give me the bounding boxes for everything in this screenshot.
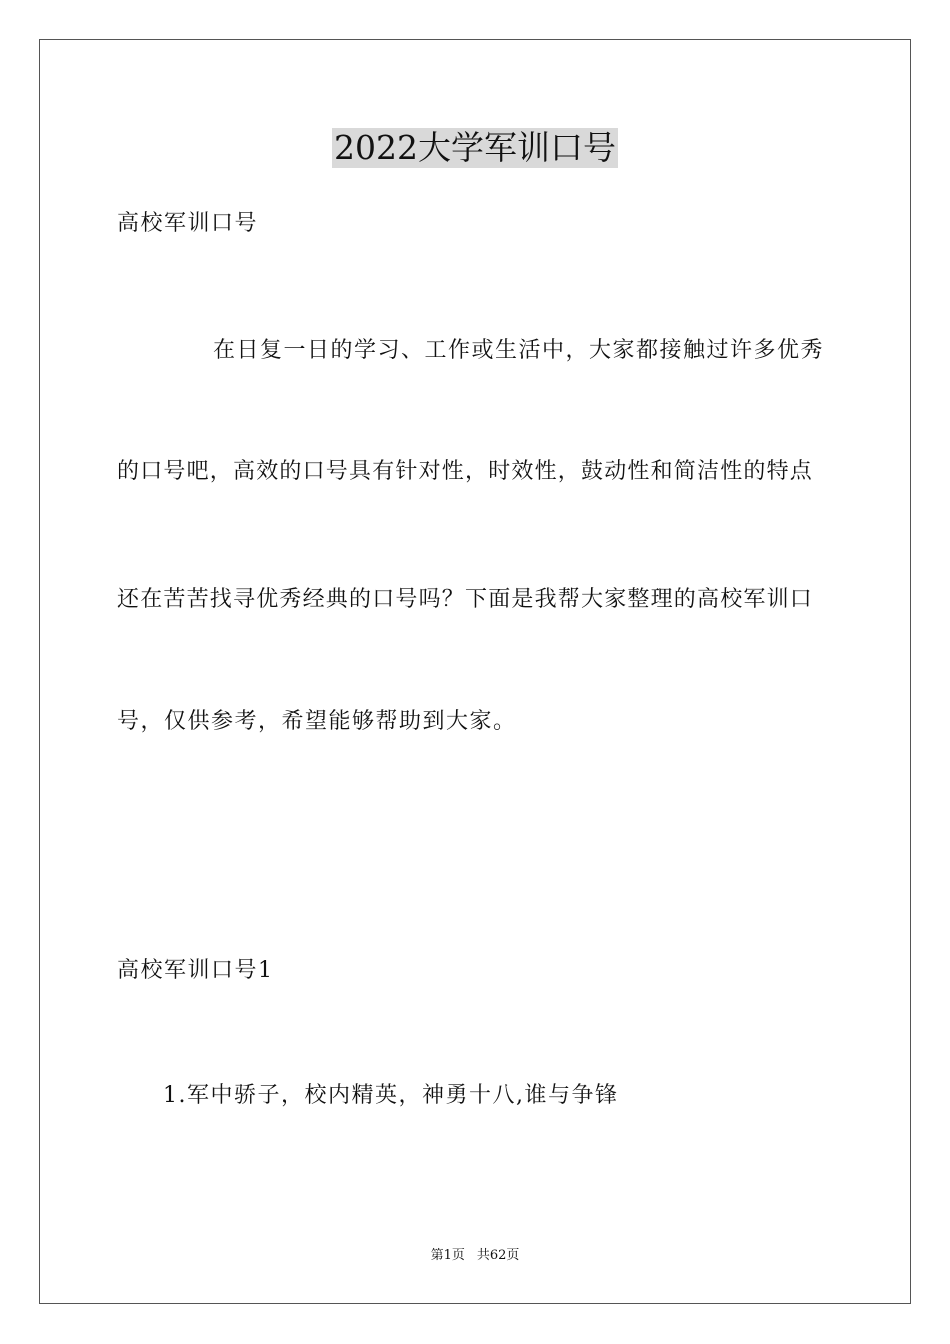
list-item: 1.军中骄子，校内精英，神勇十八,谁与争锋 xyxy=(163,1083,619,1108)
document-title: 2022大学军训口号 xyxy=(334,128,616,167)
paragraph-line-3: 还在苦苦找寻优秀经典的口号吗？下面是我帮大家整理的高校军训口 xyxy=(117,587,814,612)
paragraph-line-1: 在日复一日的学习、工作或生活中，大家都接触过许多优秀 xyxy=(213,338,825,363)
subtitle: 高校军训口号 xyxy=(117,211,259,236)
paragraph-line-4: 号，仅供参考，希望能够帮助到大家。 xyxy=(117,709,517,734)
document-title-container xyxy=(0,128,950,168)
page-footer xyxy=(0,1247,950,1265)
paragraph-line-2: 的口号吧，高效的口号具有针对性，时效性，鼓动性和简洁性的特点 xyxy=(117,459,814,484)
section-heading: 高校军训口号1 xyxy=(117,958,274,983)
page-number-total: 共62页 xyxy=(476,1248,520,1263)
page-number-current: 第1页 xyxy=(430,1248,465,1263)
